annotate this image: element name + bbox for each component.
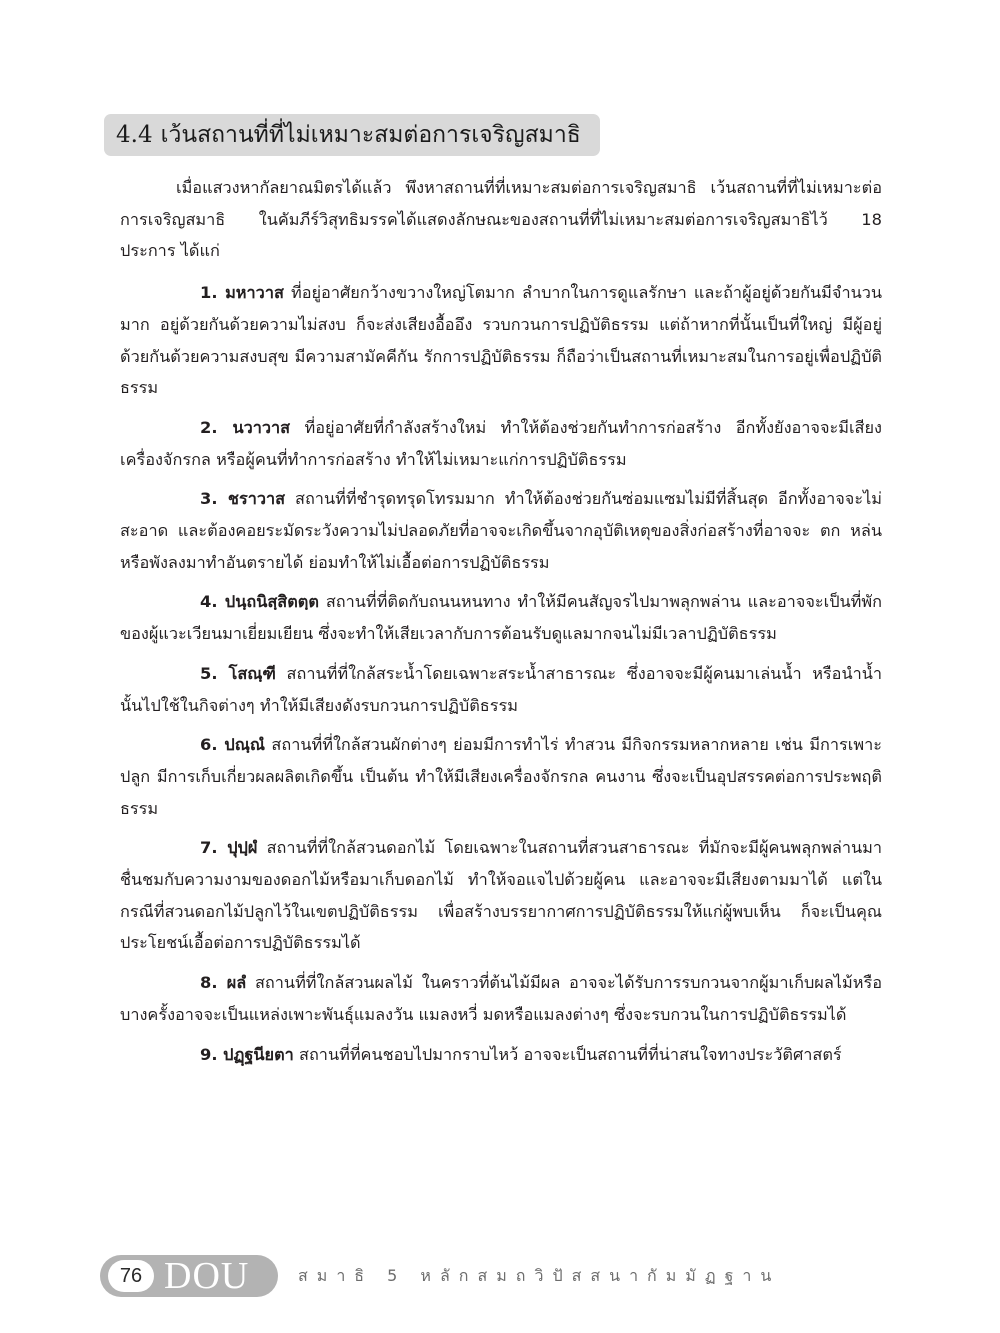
item-text: สถานที่ที่ชำรุดทรุดโทรมมาก ทำให้ต้องช่วยกันซ่อมแซมไม่มีที่สิ้นสุด อีกทั้งอาจจะไม่สะอาด และต้องคอยระมัดระวังความไม่ปลอดภัยที่อาจจะเกิดขึ้นจากอุบัติเหตุของสิ่งก่อสร้างที่อาจจะ ตก หล่น หรือพังลงมาทำอันตรายได้ ย่อมทำให้ไม่เอื้อต่อการปฏิบัติธรรม: [120, 489, 882, 572]
section-title: เว้นสถานที่ที่ไม่เหมาะสมต่อการเจริญสมาธิ: [160, 122, 581, 148]
item-text: สถานที่ที่ใกล้สวนผักต่างๆ ย่อมมีการทำไร่ ทำสวน มีกิจกรรมหลากหลาย เช่น มีการเพาะปลูก มีการเก็บเกี่ยวผลผลิตเกิดขึ้น เป็นต้น ทำให้มีเสียงเครื่องจักรกล คนงาน ซึ่งจะเป็นอุปสรรคต่อการประพฤติธรรม: [120, 735, 882, 818]
footer-badge: [100, 1255, 278, 1297]
item-term: 1. มหาวาส: [200, 283, 284, 303]
item-text: สถานที่ที่ใกล้สวนผลไม้ ในคราวที่ต้นไม้มีผล อาจจะได้รับการรบกวนจากผู้มาเก็บผลไม้หรือบางครั้งอาจจะเป็นแหล่งเพาะพันธุ์แมลงวัน แมลงหวี่ มดหรือแมลงต่างๆ ซึ่งจะรบกวนในการปฏิบัติธรรมได้: [120, 973, 882, 1024]
list-item: [120, 729, 882, 824]
dou-logo: DOU: [164, 1255, 250, 1297]
item-text: สถานที่ที่ใกล้สวนดอกไม้ โดยเฉพาะในสถานที่สวนสาธารณะ ที่มักจะมีผู้คนพลุกพล่านมาชื่นชมกับความงามของดอกไม้หรือมาเก็บดอกไม้ ทำให้จอแจไปด้วยผู้คน และอาจจะมีเสียงตามมาได้ แต่ในกรณีที่สวนดอกไม้ปลูกไว้ในเขตปฏิบัติธรรม เพื่อสร้างบรรยากาศการปฏิบัติธรรมให้แก่ผู้พบเห็น ก็จะเป็นคุณประโยชน์เอื้อต่อการปฏิบัติธรรมได้: [120, 838, 882, 953]
item-term: 6. ปณฺณํ: [200, 735, 265, 755]
item-text: สถานที่ที่คนชอบไปมากราบไหว้ อาจจะเป็นสถานที่ที่น่าสนใจทางประวัติศาสตร์: [299, 1044, 842, 1064]
body-text: [120, 172, 882, 1078]
section-number: 4.4: [116, 122, 153, 148]
page-footer: [100, 1254, 780, 1298]
intro-paragraph: เมื่อแสวงหากัลยาณมิตรได้แล้ว พึงหาสถานที่ที่เหมาะสมต่อการเจริญสมาธิ เว้นสถานที่ที่ไม่เหมาะต่อการเจริญสมาธิ ในคัมภีร์วิสุทธิมรรคได้แสดงลักษณะของสถานที่ที่ไม่เหมาะสมต่อการเจริญสมาธิไว้ 18 ประการ ได้แก่: [120, 178, 882, 261]
section-heading: [104, 114, 600, 156]
item-term: 5. โสณฺฑี: [200, 663, 276, 683]
list-item: [120, 483, 882, 578]
page-number: 76: [108, 1260, 154, 1292]
item-text: ที่อยู่อาศัยที่กำลังสร้างใหม่ ทำให้ต้องช่วยกันทำการก่อสร้าง อีกทั้งยังอาจจะมีเสียงเครื่องจักรกล หรือผู้คนที่ทำการก่อสร้าง ทำให้ไม่เหมาะแก่การปฏิบัติธรรม: [120, 417, 882, 469]
list-item: [120, 277, 882, 404]
list-item: [120, 412, 882, 475]
item-term: 2. นวาวาส: [200, 417, 291, 437]
item-term: 9. ปฏฺฐนียตา: [200, 1044, 294, 1064]
item-text: สถานที่ที่ติดกับถนนหนทาง ทำให้มีคนสัญจรไปมาพลุกพล่าน และอาจจะเป็นที่พักของผู้แวะเวียนมาเยี่ยมเยียน ซึ่งจะทำให้เสียเวลากับการต้อนรับดูแลมากจนไม่มีเวลาปฏิบัติธรรม: [120, 592, 882, 644]
list-item: [120, 832, 882, 959]
list-item: [120, 1039, 882, 1071]
item-text: ที่อยู่อาศัยกว้างขวางใหญ่โตมาก ลำบากในการดูแลรักษา และถ้าผู้อยู่ด้วยกันมีจำนวนมาก อยู่ด้วยกันด้วยความไม่สงบ ก็จะส่งเสียงอื้ออึง รวบกวนการปฏิบัติธรรม แต่ถ้าหากที่นั้นเป็นที่ใหญ่ มีผู้อยู่ด้วยกันด้วยความสงบสุข มีความสามัคคีกัน รักการปฏิบัติธรรม ก็ถือว่าเป็นสถานที่เหมาะสมในการอยู่เพื่อปฏิบัติธรรม: [120, 283, 882, 398]
item-term: 7. ปุปฺผํ: [200, 838, 258, 858]
item-term: 8. ผลํ: [200, 973, 247, 993]
list-item: [120, 658, 882, 721]
item-term: 4. ปนฺถนิสฺสิตตฺต: [200, 592, 319, 612]
list-item: [120, 967, 882, 1030]
item-text: สถานที่ที่ใกล้สระน้ำโดยเฉพาะสระน้ำสาธารณะ ซึ่งอาจจะมีผู้คนมาเล่นน้ำ หรือนำน้ำนั้นไปใช้ในกิจต่างๆ ทำให้มีเสียงดังรบกวนการปฏิบัติธรรม: [120, 663, 882, 715]
item-term: 3. ชราวาส: [200, 489, 286, 509]
book-title: สมาธิ 5 หลักสมถวิปัสสนากัมมัฏฐาน: [298, 1265, 781, 1285]
list-item: [120, 586, 882, 649]
